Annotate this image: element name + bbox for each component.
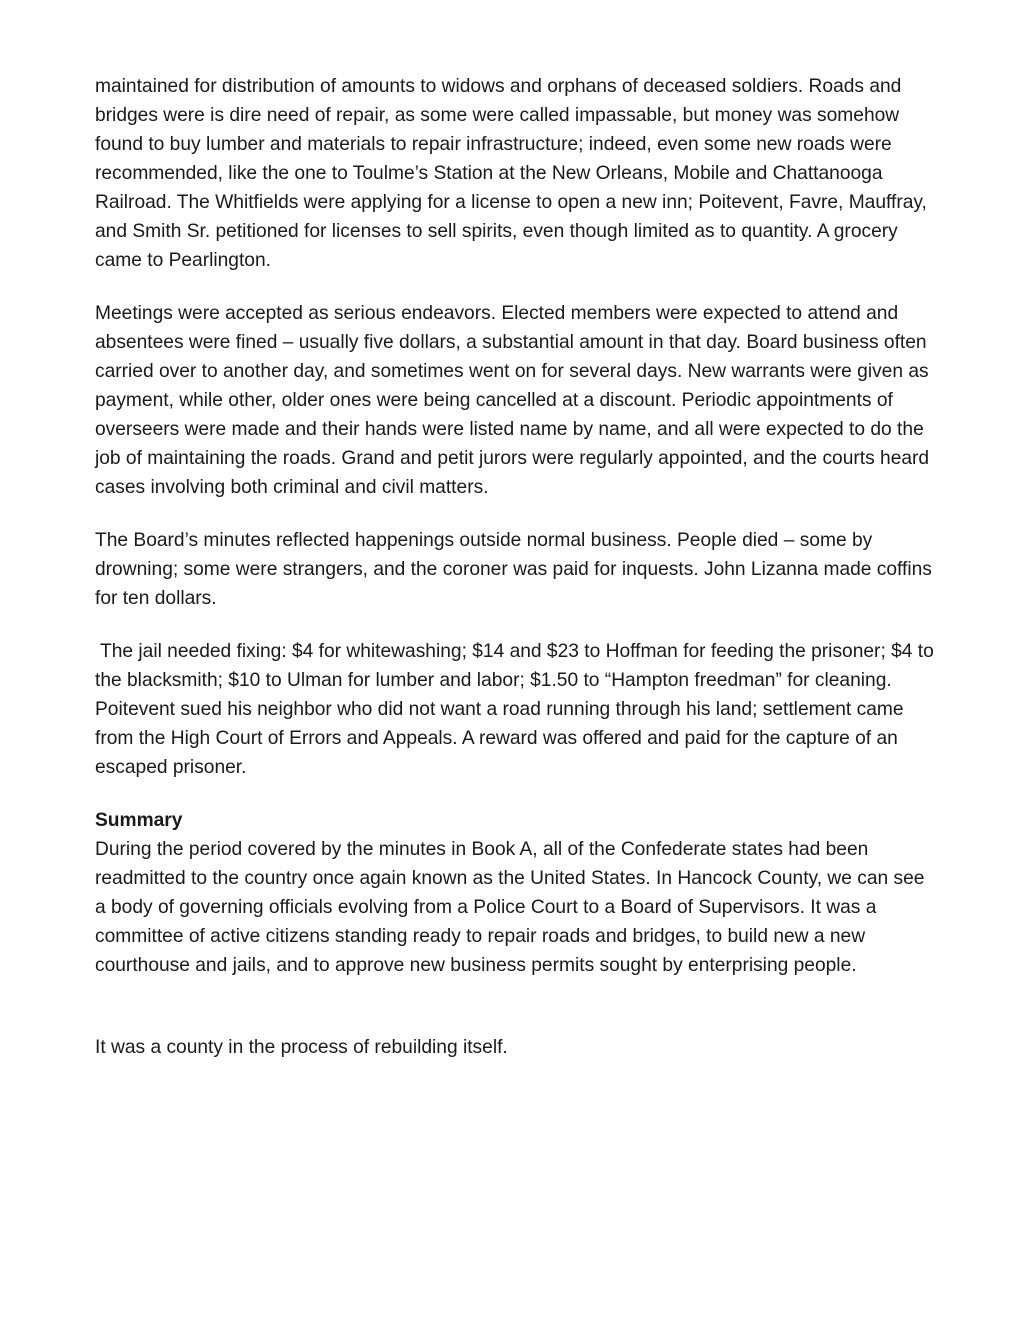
paragraph-relief-and-roads: maintained for distribution of amounts to widows and orphans of deceased soldiers. Roads and bridges were is dire need of repair, as some were called impassable, but money was somehow found to buy lumber and materials to repair infrastructure; indeed, even some new roads were recommended, like the one to Toulme’s Station at the New Orleans, Mobile and Chattanooga Railroad. The Whitfields were applying for a license to open a new inn; Poitevent, Favre, Mauffray, and Smith Sr. petitioned for licenses to sell spirits, even though limited as to quantity. A grocery came to Pearlington. [95,76,927,271]
paragraph-meetings: Meetings were accepted as serious endeavors. Elected members were expected to attend and absentees were fined – usually five dollars, a substantial amount in that day. Board business often carried over to another day, and sometimes went on for several days. New warrants were given as payment, while other, older ones were being cancelled at a discount. Periodic appointments of overseers were made and their hands were listed name by name, and all were expected to do the job of maintaining the roads. Grand and petit jurors were regularly appointed, and the courts heard cases involving both criminal and civil matters. [95,303,930,498]
summary-heading: Summary [95,810,183,831]
summary-section [95,806,940,980]
summary-paragraph: During the period covered by the minutes in Book A, all of the Confederate states had been readmitted to the country once again known as the United States. In Hancock County, we can see a body of governing officials evolving from a Police Court to a Board of Supervisors. It was a committee of active citizens standing ready to repair roads and bridges, to build new a new courthouse and jails, and to approve new business permits sought by enterprising people. [95,839,925,976]
closing-sentence: It was a county in the process of rebuilding itself. [95,1037,508,1058]
paragraph-jail: The jail needed fixing: $4 for whitewashing; $14 and $23 to Hoffman for feeding the prisoner; $4 to the blacksmith; $10 to Ulman for lumber and labor; $1.50 to “Hampton freedman” for cleaning. Poitevent sued his neighbor who did not want a road running through his land; settlement came from the High Court of Errors and Appeals. A reward was offered and paid for the capture of an escaped prisoner. [95,641,934,778]
paragraph-board-minutes: The Board’s minutes reflected happenings outside normal business. People died – some by drowning; some were strangers, and the coroner was paid for inquests. John Lizanna made coffins for ten dollars. [95,530,932,609]
document-body [95,72,940,1086]
